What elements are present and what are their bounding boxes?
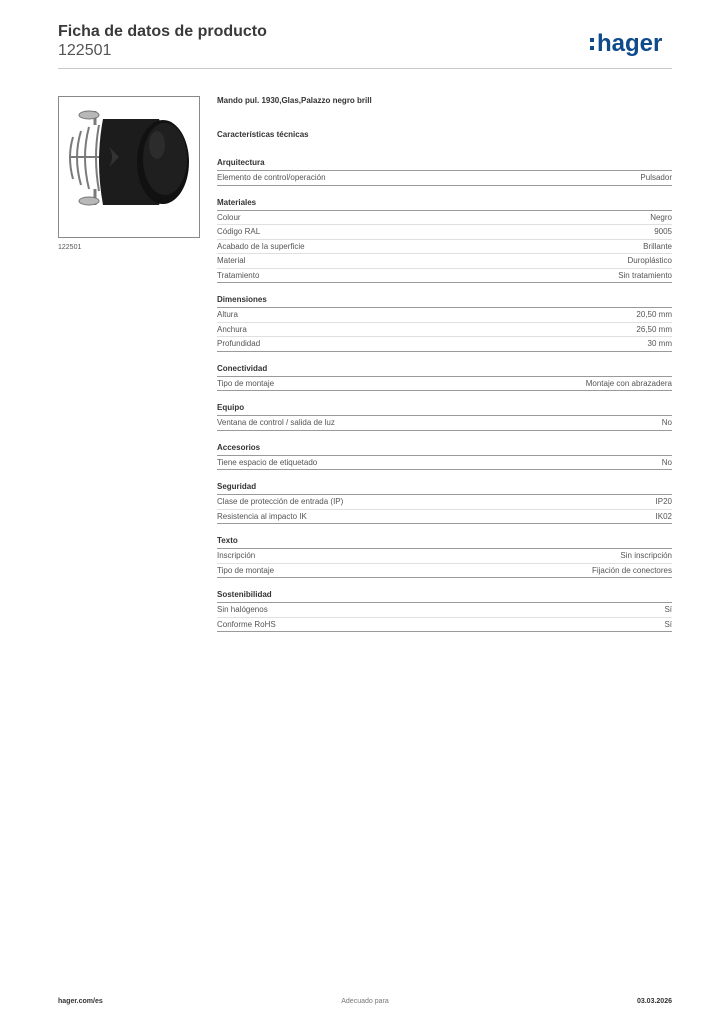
spec-value: Brillante [643, 241, 672, 251]
spec-group-title: Accesorios [217, 442, 672, 456]
spec-row [217, 171, 672, 186]
spec-group-seguridad [217, 481, 672, 524]
spec-value: Sin tratamiento [618, 270, 672, 280]
spec-group-title: Texto [217, 535, 672, 549]
spec-row [217, 564, 672, 579]
spec-value: 20,50 mm [636, 310, 672, 319]
spec-row [217, 510, 672, 525]
header-divider [58, 68, 672, 69]
spec-group-conectividad [217, 363, 672, 392]
spec-row [217, 377, 672, 392]
spec-value: Fijación de conectores [591, 565, 672, 575]
hager-logo [588, 26, 672, 58]
spec-value: No [661, 457, 672, 467]
spec-value: IP20 [655, 497, 672, 506]
logo-text: hager [597, 30, 663, 57]
spec-value: 26,50 mm [636, 324, 672, 334]
spec-row [217, 549, 672, 564]
spec-label: Clase de protección de entrada (IP) [217, 497, 344, 506]
spec-label: Tiene espacio de etiquetado [217, 457, 318, 467]
spec-group-title: Seguridad [217, 481, 672, 495]
spec-row [217, 323, 672, 338]
spec-row [217, 254, 672, 269]
page-header [58, 22, 672, 68]
spec-row [217, 337, 672, 352]
spec-value: Negro [650, 212, 672, 222]
spec-value: Sin inscripción [620, 551, 672, 560]
spec-row [217, 211, 672, 226]
spec-group-equipo [217, 402, 672, 431]
spec-value: Pulsador [640, 173, 672, 182]
spec-row [217, 603, 672, 618]
document-title: Ficha de datos de producto [58, 23, 267, 40]
push-button-knob-illustration [59, 97, 199, 237]
spec-group-materiales [217, 197, 672, 284]
product-number: 122501 [58, 42, 112, 59]
spec-value: No [661, 418, 672, 427]
footer-suitable-for: Adecuado para [341, 998, 389, 1005]
spec-label: Sin halógenos [217, 605, 268, 614]
spec-group-dimensiones [217, 294, 672, 352]
spec-row [217, 618, 672, 633]
spec-label: Tratamiento [217, 270, 260, 280]
footer-website-link[interactable]: hager.com/es [58, 998, 103, 1005]
product-name: Mando pul. 1930,Glas,Palazzo negro brill [217, 96, 372, 105]
spec-label: Ventana de control / salida de luz [217, 418, 335, 427]
spec-label: Profundidad [217, 339, 261, 348]
page-footer [58, 998, 672, 1010]
spec-value: Sí [664, 605, 672, 614]
spec-row [217, 416, 672, 431]
spec-value: IK02 [655, 511, 672, 521]
spec-value: Montaje con abrazadera [585, 378, 672, 388]
spec-group-title: Materiales [217, 197, 672, 211]
spec-label: Tipo de montaje [217, 378, 275, 388]
spec-label: Conforme RoHS [217, 619, 276, 629]
spec-label: Resistencia al impacto IK [217, 511, 307, 521]
spec-value: Sí [664, 619, 672, 629]
product-image [58, 96, 200, 238]
spec-group-texto [217, 535, 672, 578]
product-details [217, 96, 672, 632]
spec-group-title: Dimensiones [217, 294, 672, 308]
spec-row [217, 269, 672, 284]
spec-label: Acabado de la superficie [217, 241, 305, 251]
spec-group-title: Equipo [217, 402, 672, 416]
spec-row [217, 225, 672, 240]
spec-label: Inscripción [217, 551, 256, 560]
spec-value: 9005 [654, 227, 672, 236]
spec-label: Anchura [217, 324, 247, 334]
spec-label: Elemento de control/operación [217, 173, 326, 182]
spec-label: Tipo de montaje [217, 565, 275, 575]
spec-label: Material [217, 256, 246, 265]
spec-row [217, 495, 672, 510]
spec-group-title: Sostenibilidad [217, 589, 672, 603]
spec-row [217, 456, 672, 471]
spec-group-sostenibilidad [217, 589, 672, 632]
spec-group-accesorios [217, 442, 672, 471]
spec-group-title: Conectividad [217, 363, 672, 377]
spec-group-title: Arquitectura [217, 157, 672, 171]
spec-label: Colour [217, 212, 241, 222]
technical-characteristics-heading: Características técnicas [217, 130, 309, 139]
spec-group-arquitectura [217, 157, 672, 186]
spec-row [217, 240, 672, 255]
spec-label: Altura [217, 310, 238, 319]
spec-row [217, 308, 672, 323]
image-caption: 122501 [58, 244, 82, 251]
spec-value: Duroplástico [627, 256, 672, 265]
spec-value: 30 mm [647, 339, 672, 348]
footer-date: 03.03.2026 [636, 998, 672, 1005]
spec-label: Código RAL [217, 227, 261, 236]
